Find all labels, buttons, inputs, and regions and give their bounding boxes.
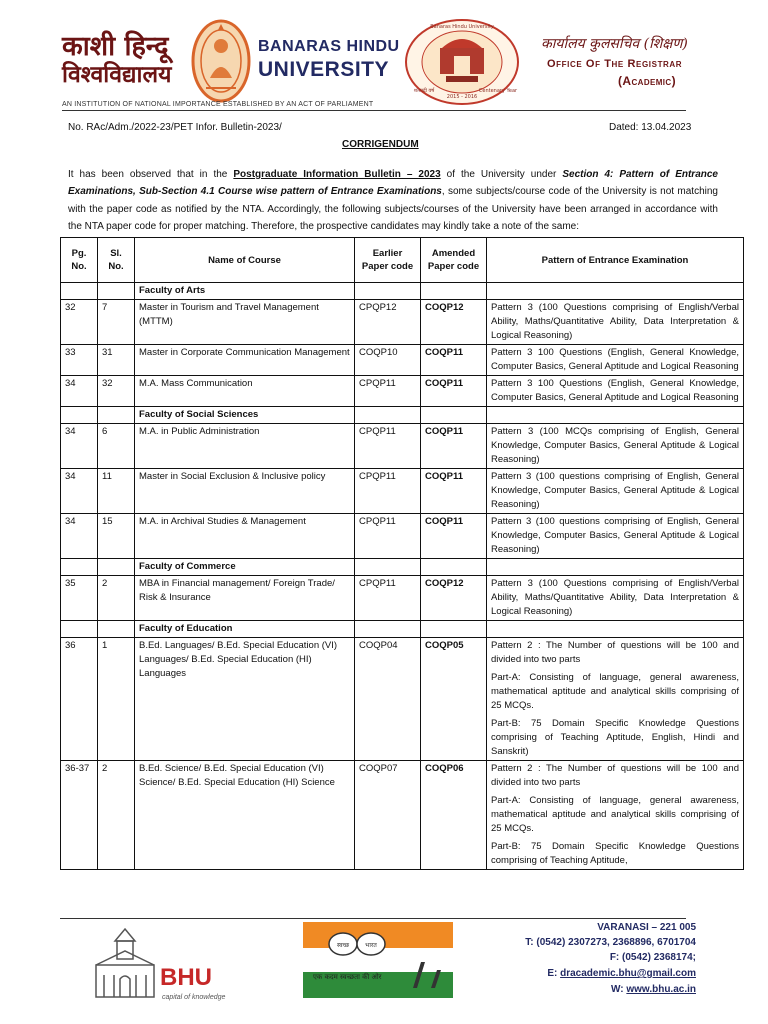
- pattern-paragraph: Pattern 2 : The Number of questions will be 100 and divided into two parts: [491, 640, 739, 665]
- header-english-line1: BANARAS HINDU: [258, 38, 400, 55]
- pattern-cell: [487, 514, 744, 559]
- amended-code-cell: COQP12: [421, 300, 487, 345]
- table-row: [61, 424, 744, 469]
- course-name-cell: Master in Tourism and Travel Management (MTTM): [135, 300, 355, 345]
- office-english-line2: (Academic): [618, 74, 676, 88]
- table-row: [61, 576, 744, 621]
- amended-code-cell: COQP12: [421, 576, 487, 621]
- reference-number: No. RAc/Adm./2022-23/PET Infor. Bulletin-2023/: [68, 122, 282, 133]
- pattern-paragraph: Part-A: Consisting of language, general awareness, mathematical aptitude and analytical skills comprising of 25 MCQs.: [491, 672, 739, 711]
- pattern-paragraph: Pattern 3 (100 Questions comprising of English/Verbal Ability, Maths/Quantitative Ability, Data Interpretation & Logical Reasoning): [491, 302, 739, 341]
- faculty-empty-cell: [487, 407, 744, 424]
- faculty-empty-cell: [487, 559, 744, 576]
- emblem-university-text: Banaras Hindu University: [430, 24, 494, 30]
- pattern-cell: [487, 300, 744, 345]
- amended-code-cell: COQP11: [421, 424, 487, 469]
- table-row: [61, 761, 744, 870]
- sl-no-cell: 15: [98, 514, 135, 559]
- faculty-pg-cell: [61, 559, 98, 576]
- course-name-cell: M.A. Mass Communication: [135, 376, 355, 407]
- footer-city: VARANASI – 221 005: [597, 922, 696, 933]
- pg-no-cell: 32: [61, 300, 98, 345]
- faculty-empty-cell: [355, 621, 421, 638]
- course-name-cell: Master in Social Exclusion & Inclusive policy: [135, 469, 355, 514]
- header-earlier-code: Earlier Paper code: [355, 238, 421, 283]
- pattern-cell: [487, 469, 744, 514]
- sl-no-cell: 1: [98, 638, 135, 761]
- faculty-pg-cell: [61, 283, 98, 300]
- document-title: CORRIGENDUM: [342, 139, 419, 150]
- earlier-code-cell: CPQP11: [355, 376, 421, 407]
- intro-section-ref: Section 4: Pattern of Entrance Examinations, Sub-Section 4.1 Course wise pattern of Entrance Examinations: [68, 169, 718, 198]
- pattern-paragraph: Part-A: Consisting of language, general awareness, mathematical aptitude and analytical skills comprising of 25 MCQs.: [491, 795, 739, 834]
- pattern-cell: [487, 376, 744, 407]
- table-row: [61, 514, 744, 559]
- course-name-cell: M.A. in Public Administration: [135, 424, 355, 469]
- sl-no-cell: 6: [98, 424, 135, 469]
- earlier-code-cell: COQP04: [355, 638, 421, 761]
- faculty-row: [61, 621, 744, 638]
- pg-no-cell: 34: [61, 376, 98, 407]
- swachh-bharat-banner: [303, 922, 453, 998]
- faculty-row: [61, 283, 744, 300]
- faculty-empty-cell: [487, 621, 744, 638]
- corrigendum-table: [60, 237, 744, 870]
- footer-web-label: W:: [610, 984, 627, 995]
- faculty-empty-cell: [355, 283, 421, 300]
- table-row: [61, 469, 744, 514]
- faculty-row: [61, 559, 744, 576]
- intro-paragraph: [68, 166, 718, 235]
- course-name-cell: MBA in Financial management/ Foreign Trade/ Risk & Insurance: [135, 576, 355, 621]
- footer-email-link[interactable]: dracademic.bhu@gmail.com: [560, 968, 696, 979]
- centenary-emblem: [402, 18, 522, 106]
- faculty-name: Faculty of Commerce: [135, 559, 355, 576]
- header-course: Name of Course: [135, 238, 355, 283]
- pg-no-cell: 34: [61, 424, 98, 469]
- table-body: [61, 283, 744, 870]
- emblem-hindi-text: शताब्दी वर्ष: [413, 88, 435, 94]
- course-name-cell: Master in Corporate Communication Management: [135, 345, 355, 376]
- faculty-sl-cell: [98, 559, 135, 576]
- sl-no-cell: 32: [98, 376, 135, 407]
- faculty-sl-cell: [98, 407, 135, 424]
- footer-bhu-logo-text: BHU: [160, 964, 212, 991]
- earlier-code-cell: CPQP11: [355, 576, 421, 621]
- faculty-empty-cell: [421, 559, 487, 576]
- emblem-years: 2015 - 2016: [446, 94, 478, 100]
- table-header-row: [61, 238, 744, 283]
- emblem-centenary: Centenary Year: [478, 88, 518, 94]
- header-hindi-line1: काशी हिन्दू: [62, 31, 169, 62]
- earlier-code-cell: CPQP11: [355, 514, 421, 559]
- sl-no-cell: 7: [98, 300, 135, 345]
- office-hindi-title: कार्यालय कुलसचिव (शिक्षण): [541, 36, 688, 52]
- pattern-cell: [487, 345, 744, 376]
- intro-text-3: , some subjects/course code of the University is not matching with the paper code as notified by the NTA. Accordingly, the following subjects/courses of the University have been arranged in accordance with the NTA paper code for proper matching. Therefore, the prospective candidates may kindly take a note of the same:: [68, 186, 718, 232]
- footer-web-link[interactable]: www.bhu.ac.in: [626, 984, 696, 995]
- footer-bhu-tagline: capital of knowledge: [162, 994, 226, 1001]
- amended-code-cell: COQP11: [421, 345, 487, 376]
- faculty-name: Faculty of Social Sciences: [135, 407, 355, 424]
- pattern-paragraph: Pattern 3 100 Questions (English, General Knowledge, Computer Basics, General Aptitude and Logical Reasoning: [491, 378, 739, 403]
- header-tagline: AN INSTITUTION OF NATIONAL IMPORTANCE ESTABLISHED BY AN ACT OF PARLIAMENT: [62, 101, 374, 108]
- header-english-line2: UNIVERSITY: [258, 58, 390, 81]
- pg-no-cell: 36: [61, 638, 98, 761]
- header-pg-no: Pg. No.: [61, 238, 98, 283]
- earlier-code-cell: COQP10: [355, 345, 421, 376]
- faculty-row: [61, 407, 744, 424]
- pattern-paragraph: Pattern 3 (100 questions comprising of English, General Knowledge, Computer Basics, General Aptitude & Logical Reasoning): [491, 516, 739, 555]
- table-row: [61, 300, 744, 345]
- pg-no-cell: 34: [61, 469, 98, 514]
- faculty-empty-cell: [421, 407, 487, 424]
- table-row: [61, 376, 744, 407]
- sl-no-cell: 2: [98, 576, 135, 621]
- pattern-cell: [487, 638, 744, 761]
- faculty-sl-cell: [98, 283, 135, 300]
- pattern-paragraph: Pattern 2 : The Number of questions will be 100 and divided into two parts: [491, 763, 739, 788]
- course-name-cell: B.Ed. Languages/ B.Ed. Special Education (VI) Languages/ B.Ed. Special Education (HI) Languages: [135, 638, 355, 761]
- faculty-pg-cell: [61, 621, 98, 638]
- pg-no-cell: 35: [61, 576, 98, 621]
- earlier-code-cell: CPQP12: [355, 300, 421, 345]
- faculty-empty-cell: [487, 283, 744, 300]
- earlier-code-cell: CPQP11: [355, 469, 421, 514]
- bhu-building-logo: [90, 925, 160, 1003]
- pattern-paragraph: Part-B: 75 Domain Specific Knowledge Questions comprising of Teaching Aptitude,: [491, 841, 739, 866]
- issue-date: Dated: 13.04.2023: [609, 122, 692, 133]
- header-hindi-line2: विश्वविद्यालय: [62, 61, 172, 88]
- faculty-name: Faculty of Arts: [135, 283, 355, 300]
- pg-no-cell: 33: [61, 345, 98, 376]
- sl-no-cell: 31: [98, 345, 135, 376]
- pg-no-cell: 34: [61, 514, 98, 559]
- office-english-line1: Office Of The Registrar: [547, 58, 683, 70]
- header-sl-no: Sl. No.: [98, 238, 135, 283]
- amended-code-cell: COQP11: [421, 376, 487, 407]
- bhu-seal-logo: [190, 18, 252, 104]
- amended-code-cell: COQP11: [421, 469, 487, 514]
- table-row: [61, 638, 744, 761]
- faculty-empty-cell: [421, 621, 487, 638]
- amended-code-cell: COQP05: [421, 638, 487, 761]
- footer-fax: F: (0542) 2368174;: [609, 952, 696, 963]
- footer-email-label: E:: [547, 968, 561, 979]
- faculty-pg-cell: [61, 407, 98, 424]
- header-divider: [62, 110, 686, 111]
- header-pattern: Pattern of Entrance Examination: [487, 238, 744, 283]
- sl-no-cell: 11: [98, 469, 135, 514]
- footer-divider: [60, 918, 686, 919]
- pattern-paragraph: Pattern 3 (100 questions comprising of English, General Knowledge, Computer Basics, General Aptitude & Logical Reasoning): [491, 471, 739, 510]
- swachh-word-1: स्वच्छ: [336, 942, 350, 949]
- course-name-cell: B.Ed. Science/ B.Ed. Special Education (VI) Science/ B.Ed. Special Education (HI) Science: [135, 761, 355, 870]
- pg-no-cell: 36-37: [61, 761, 98, 870]
- pattern-paragraph: Pattern 3 (100 Questions comprising of English/Verbal Ability, Maths/Quantitative Ability, Data Interpretation & Logical Reasoning): [491, 578, 739, 617]
- swachh-word-2: भारत: [365, 942, 377, 949]
- faculty-empty-cell: [355, 559, 421, 576]
- pattern-paragraph: Pattern 3 100 Questions (English, General Knowledge, Computer Basics, General Aptitude and Logical Reasoning: [491, 347, 739, 372]
- pattern-paragraph: Part-B: 75 Domain Specific Knowledge Questions comprising of Teaching Aptitude, English, Hindi and Sanskrit): [491, 718, 739, 757]
- course-name-cell: M.A. in Archival Studies & Management: [135, 514, 355, 559]
- footer-email-line: [547, 968, 696, 979]
- page-cutoff: [60, 906, 744, 908]
- footer-web-line: [611, 984, 696, 995]
- amended-code-cell: COQP11: [421, 514, 487, 559]
- table-row: [61, 345, 744, 376]
- sl-no-cell: 2: [98, 761, 135, 870]
- faculty-sl-cell: [98, 621, 135, 638]
- pattern-cell: [487, 576, 744, 621]
- amended-code-cell: COQP06: [421, 761, 487, 870]
- header-amended-code: Amended Paper code: [421, 238, 487, 283]
- intro-bulletin-name: Postgraduate Information Bulletin – 2023: [233, 169, 441, 180]
- pattern-paragraph: Pattern 3 (100 MCQs comprising of English, General Knowledge, Computer Basics, General Aptitude & Logical Reasoning): [491, 426, 739, 465]
- earlier-code-cell: CPQP11: [355, 424, 421, 469]
- intro-text-1: It has been observed that in the: [68, 169, 234, 180]
- pattern-cell: [487, 424, 744, 469]
- faculty-empty-cell: [421, 283, 487, 300]
- footer-phone: T: (0542) 2307273, 2368896, 6701704: [525, 937, 696, 948]
- swachh-hindi-caption: एक कदम स्वच्छता की ओर: [313, 973, 382, 981]
- faculty-empty-cell: [355, 407, 421, 424]
- pattern-cell: [487, 761, 744, 870]
- intro-text-2: of the University under: [440, 169, 563, 180]
- earlier-code-cell: COQP07: [355, 761, 421, 870]
- faculty-name: Faculty of Education: [135, 621, 355, 638]
